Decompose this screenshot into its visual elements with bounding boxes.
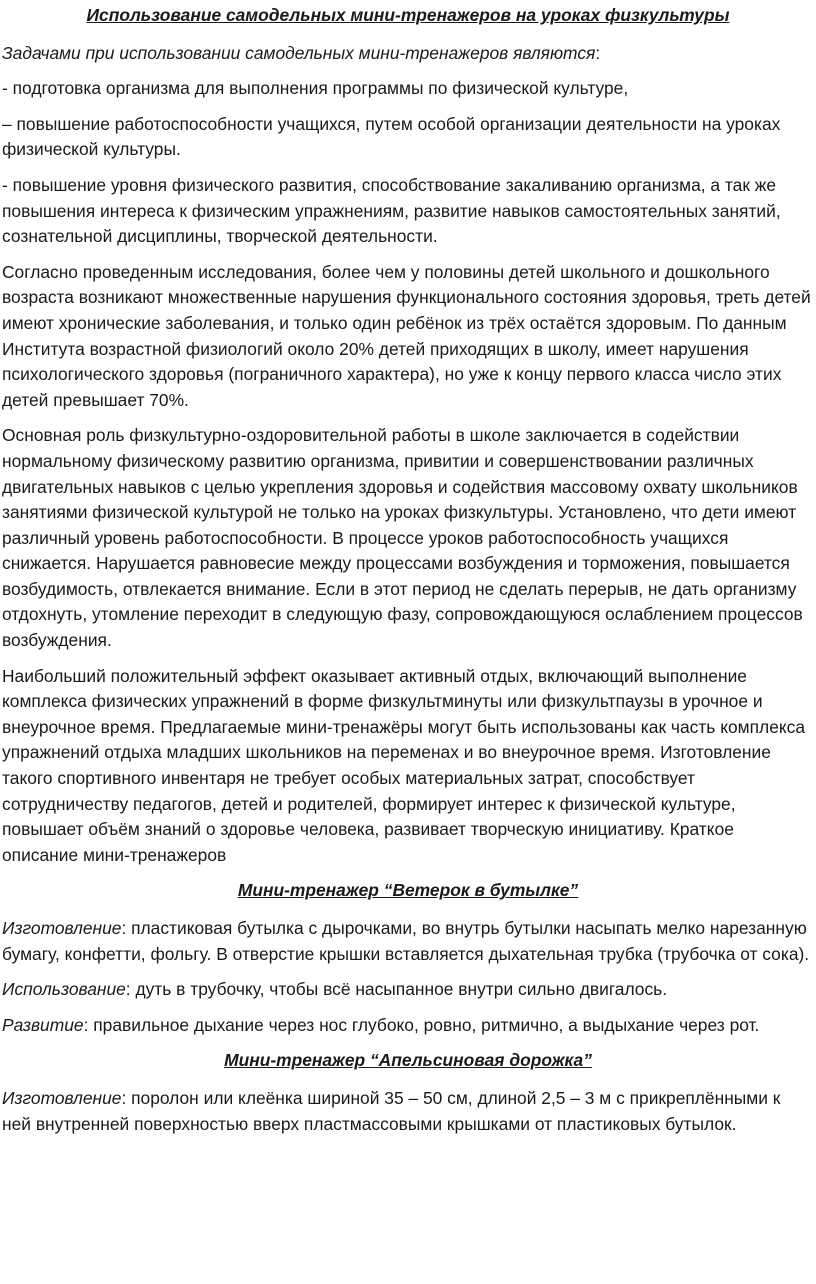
task-item-1: - подготовка организма для выполнения программы по физической культуре, xyxy=(2,78,629,99)
trainer1-make-text: : пластиковая бутылка с дырочками, во внутрь бутылки насыпать мелко нарезанную бумагу, конфетти, фольгу. В отверстие крышки вставляется дыхательная трубка (трубочка от сока). xyxy=(2,918,810,964)
trainer2-make xyxy=(2,1086,814,1137)
trainer1-use-text: : дуть в трубочку, чтобы всё насыпанное внутри сильно двигалось. xyxy=(125,979,668,1000)
trainer1-dev-label: Развитие xyxy=(2,1014,84,1035)
trainer1-make-label: Изготовление xyxy=(2,918,122,938)
task-item-3: - повышение уровня физического развития, способствование закаливанию организма, а так же повышения интереса к физическим упражнениям, развитие навыков самостоятельных занятий, сознательной дисциплины, творческой деятельности. xyxy=(2,174,781,247)
trainer1-dev xyxy=(2,1013,814,1039)
paragraph-role: Основная роль физкультурно-оздоровительной работы в школе заключается в содействии нормальному физическому развитию организма, привитии и совершенствовании различных двигательных навыков с целью укрепления здоровья и содействия массовому охвату школьников занятиями физической культурой не только на уроках физкультуры. Установлено, что дети имеют различный уровень работоспособности. В процессе уроков работоспособность учащихся снижается. Нарушается равновесие между процессами возбуждения и торможения, повышается возбудимость, отвлекается внимание. Если в этот период не сделать перерыв, не дать организму отдохнуть, утомление переходит в следующую фазу, сопровождающуюся ослаблением процессов возбуждения. xyxy=(2,425,803,651)
trainer2-make-label: Изготовление xyxy=(2,1087,122,1108)
trainer1-use-label: Использование xyxy=(2,979,126,1000)
paragraph-research: Согласно проведенным исследования, более чем у половины детей школьного и дошкольного возраста возникают множественные нарушения функционального состояния здоровья, треть детей имеют хронические заболевания, и только один ребёнок из трёх остаётся здоровым. По данным Института возрастной физиологий около 20% детей приходящих в школу, имеет нарушения психологического здоровья (пограничного характера), но уже к концу первого класса число этих детей превышает 70%. xyxy=(2,261,811,410)
trainer2-make-text: : поролон или клеёнка шириной 35 – 50 см, длиной 2,5 – 3 м с прикреплёнными к ней внутренней поверхностью вверх пластмассовыми крышками от пластиковых бутылок. xyxy=(2,1087,781,1134)
page-title: Использование самодельных мини-тренажеров на уроках физкультуры xyxy=(86,5,730,25)
trainer2-title: Мини-тренажер “Апельсиновая дорожка” xyxy=(224,1050,592,1071)
task-item-2: – повышение работоспособности учащихся, путем особой организации деятельности на уроках физической культуры. xyxy=(2,113,781,160)
trainer1-make xyxy=(2,916,814,967)
paragraph-rest: Наибольший положительный эффект оказывает активный отдых, включающий выполнение комплекса физических упражнений в форме физкультминуты или физкультпаузы в урочное и внеурочное время. Предлагаемые мини-тренажёры могут быть использованы как часть комплекса упражнений отдыха младших школьников на переменах и во внеурочное время. Изготовление такого спортивного инвентаря не требует особых материальных затрат, способствует сотрудничеству педагогов, детей и родителей, формирует интерес к физической культуре, повышает объём знаний о здоровье человека, развивает творческую инициативу. Краткое описание мини-тренажеров xyxy=(2,665,806,865)
trainer1-use xyxy=(2,977,814,1003)
trainer1-title: Мини-тренажер “Ветерок в бутылке” xyxy=(237,880,579,901)
intro-label: Задачами при использовании самодельных мини-тренажеров являются xyxy=(2,42,596,63)
intro-line xyxy=(2,41,814,67)
intro-colon: : xyxy=(595,42,601,63)
trainer1-dev-text: : правильное дыхание через нос глубоко, ровно, ритмично, а выдыхание через рот. xyxy=(83,1014,760,1035)
